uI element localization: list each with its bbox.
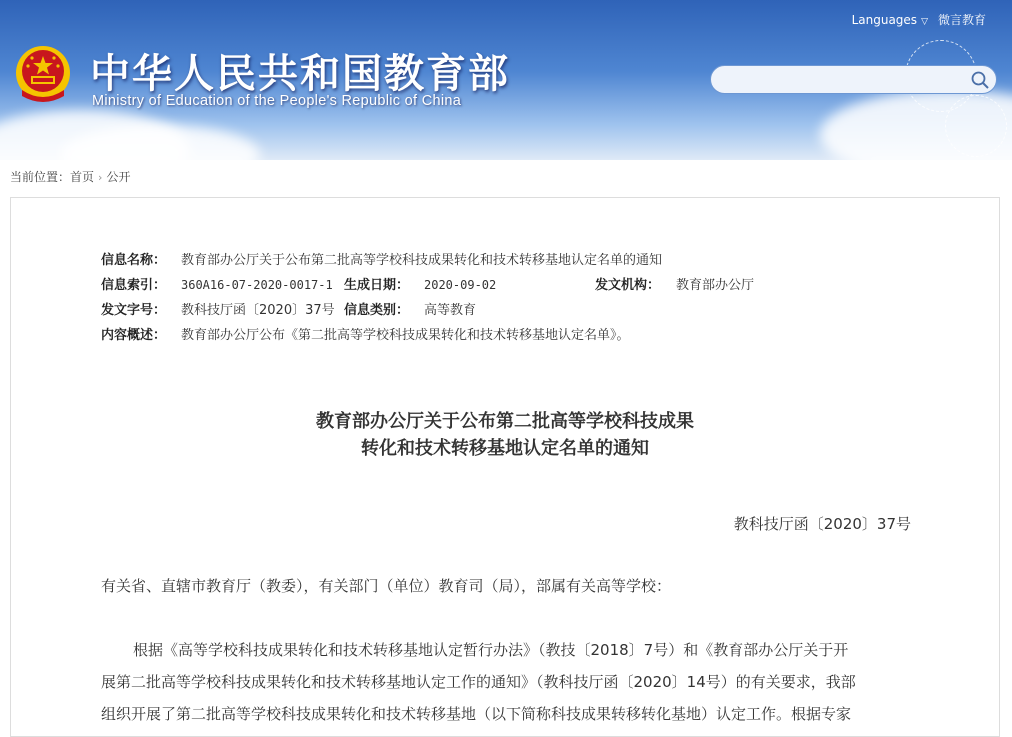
chevron-down-icon: ▽ — [921, 17, 928, 27]
meta-docno-label: 发文字号： — [101, 303, 167, 318]
meta-name-value: 教育部办公厅关于公布第二批高等学校科技成果转化和技术转移基地认定名单的通知 — [181, 253, 663, 268]
site-title-en[interactable]: Ministry of Education of the People's Republic of China — [92, 93, 462, 109]
breadcrumb-public-link[interactable]: 公开 — [106, 170, 131, 184]
document-title-line2: 转化和技术转移基地认定名单的通知 — [361, 438, 649, 459]
document-title — [11, 408, 999, 462]
top-links — [852, 11, 986, 28]
meta-index-label: 信息索引： — [101, 278, 167, 293]
meta-summary-value: 教育部办公厅公布《第二批高等学校科技成果转化和技术转移基地认定名单》。 — [181, 328, 630, 343]
search-input[interactable] — [725, 70, 969, 91]
breadcrumb-home-link[interactable]: 首页 — [70, 170, 95, 184]
meta-org-label: 发文机构： — [595, 278, 661, 293]
weibo-link[interactable]: 微言教育 — [937, 13, 986, 27]
meta-org-value: 教育部办公厅 — [676, 278, 755, 293]
meta-date-value: 2020-09-02 — [424, 278, 497, 292]
document-title-line1: 教育部办公厅关于公布第二批高等学校科技成果 — [316, 411, 694, 432]
national-emblem-icon[interactable] — [14, 44, 72, 106]
site-title-cn[interactable]: 中华人民共和国教育部 — [90, 50, 510, 97]
meta-name-label: 信息名称： — [101, 253, 167, 268]
search-icon[interactable] — [970, 70, 990, 90]
breadcrumb — [10, 168, 130, 185]
languages-menu[interactable] — [852, 13, 938, 27]
site-header — [0, 0, 1012, 160]
search-box — [710, 65, 997, 94]
document-number: 教科技厅函〔2020〕37号 — [733, 515, 911, 533]
chevron-right-icon: › — [98, 171, 103, 184]
body-line: 展第二批高等学校科技成果转化和技术转移基地认定工作的通知》（教科技厅函〔2020〕14号）的有关要求，我部 — [101, 673, 856, 691]
meta-docno-value: 教科技厅函〔2020〕37号 — [181, 303, 335, 318]
languages-label: Languages — [851, 13, 918, 27]
dandelion-decoration — [945, 95, 1007, 157]
meta-index-value: 360A16-07-2020-0017-1 — [181, 278, 333, 292]
body-line: 根据《高等学校科技成果转化和技术转移基地认定暂行办法》（教技〔2018〕7号）和《教育部办公厅关于开 — [133, 641, 849, 659]
meta-category-value: 高等教育 — [424, 303, 477, 318]
breadcrumb-prefix: 当前位置： — [10, 170, 71, 184]
document-body — [101, 634, 911, 730]
meta-summary-label: 内容概述： — [101, 328, 167, 343]
meta-date-label: 生成日期： — [344, 278, 410, 293]
document-salutation: 有关省、直辖市教育厅（教委），有关部门（单位）教育司（局），部属有关高等学校： — [101, 577, 672, 595]
body-line: 组织开展了第二批高等学校科技成果转化和技术转移基地（以下简称科技成果转移转化基地）认定工作。根据专家 — [101, 705, 852, 723]
content-panel — [10, 197, 1000, 737]
meta-category-label: 信息类别： — [344, 303, 410, 318]
